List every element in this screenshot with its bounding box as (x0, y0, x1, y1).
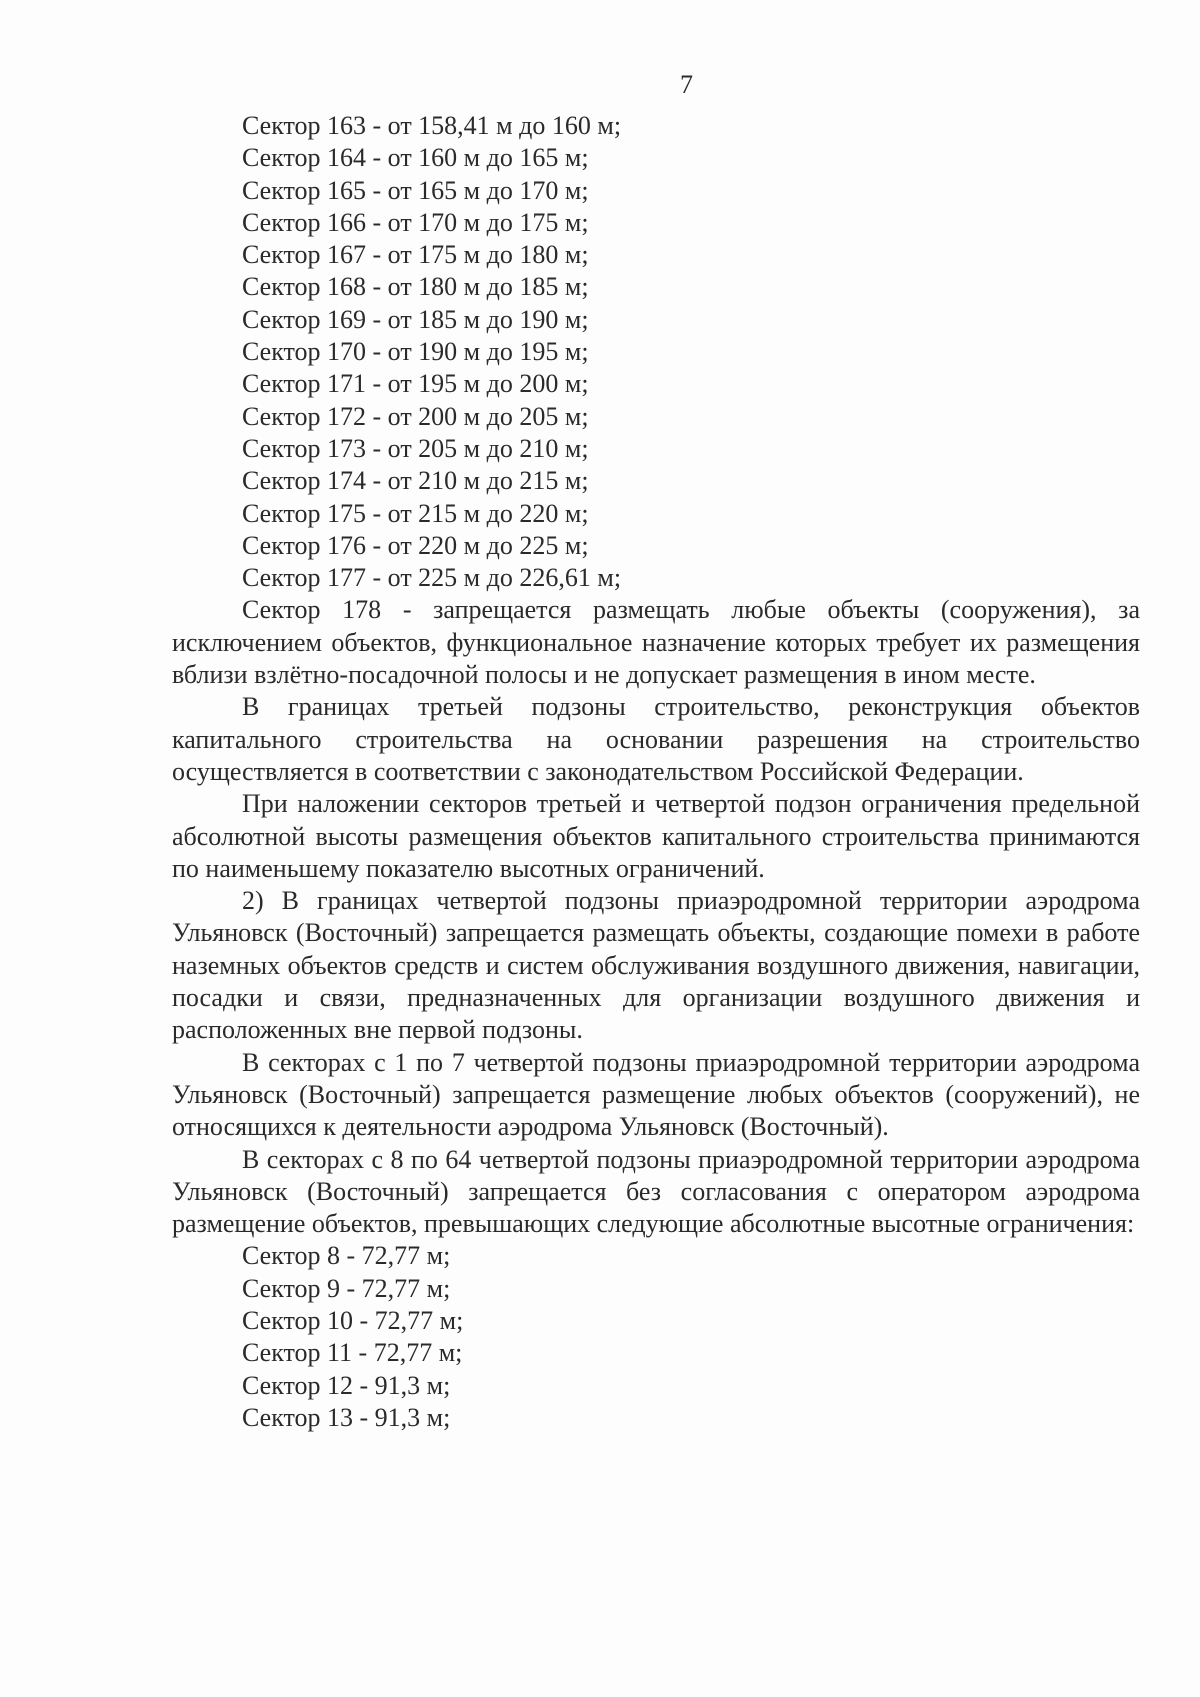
paragraph-sectors-1-7: В секторах с 1 по 7 четвертой подзоны приаэродромной территории аэродрома Ульяновск (Восточный) запрещается размещение любых объектов (сооружений), не относящихся к деятельности аэродрома Ульяновск (Восточный). (172, 1047, 1140, 1142)
sector-line: Сектор 171 - от 195 м до 200 м; (242, 369, 589, 399)
sector-line: Сектор 165 - от 165 м до 170 м; (242, 175, 589, 205)
document-body (172, 110, 1140, 1434)
sector-line: Сектор 10 - 72,77 м; (242, 1305, 464, 1335)
paragraph-fourth-subzone: 2) В границах четвертой подзоны приаэродромной территории аэродрома Ульяновск (Восточный) запрещается размещать объекты, создающие помехи в работе наземных объектов средств и систем обслуживания воздушного движения, навигации, посадки и связи, предназначенных для организации воздушного движения и расположенных вне первой подзоны. (172, 886, 1140, 1045)
sector-line: Сектор 163 - от 158,41 м до 160 м; (242, 111, 622, 140)
paragraph-sectors-8-64: В секторах с 8 по 64 четвертой подзоны приаэродромной территории аэродрома Ульяновск (Восточный) запрещается без согласования с оператором аэродрома размещение объектов, превышающих следующие абсолютные высотные ограничения: (172, 1144, 1140, 1239)
sector-line: Сектор 167 - от 175 м до 180 м; (242, 240, 589, 270)
sector-line: Сектор 13 - 91,3 м; (242, 1402, 451, 1432)
sector-line: Сектор 172 - от 200 м до 205 м; (242, 401, 589, 431)
sector-line: Сектор 169 - от 185 м до 190 м; (242, 304, 589, 334)
sector-line: Сектор 9 - 72,77 м; (242, 1273, 451, 1303)
sector-line: Сектор 168 - от 180 м до 185 м; (242, 272, 589, 302)
sector-line: Сектор 176 - от 220 м до 225 м; (242, 530, 589, 560)
paragraph-sector-178: Сектор 178 - запрещается размещать любые объекты (сооружения), за исключением объектов, функциональное назначение которых требует их размещения вблизи взлётно-посадочной полосы и не допускает размещения в ином месте. (172, 595, 1140, 690)
sector-line: Сектор 175 - от 215 м до 220 м; (242, 498, 589, 528)
sector-line: Сектор 11 - 72,77 м; (242, 1338, 463, 1368)
page-number: 7 (680, 70, 693, 99)
paragraph-overlap: При наложении секторов третьей и четвертой подзон ограничения предельной абсолютной высоты размещения объектов капитального строительства принимаются по наименьшему показателю высотных ограничений. (172, 789, 1140, 883)
sector-line: Сектор 8 - 72,77 м; (242, 1241, 451, 1271)
sector-line: Сектор 166 - от 170 м до 175 м; (242, 207, 589, 237)
sector-line: Сектор 12 - 91,3 м; (242, 1370, 451, 1400)
sector-line: Сектор 174 - от 210 м до 215 м; (242, 466, 589, 496)
sector-line: Сектор 173 - от 205 м до 210 м; (242, 433, 589, 463)
paragraph-third-subzone: В границах третьей подзоны строительство, реконструкция объектов капитального строительства на основании разрешения на строительство осуществляется в соответствии с законодательством Российской Федерации. (172, 692, 1140, 786)
sector-line: Сектор 177 - от 225 м до 226,61 м; (242, 563, 622, 593)
sector-line: Сектор 164 - от 160 м до 165 м; (242, 143, 589, 173)
sector-line: Сектор 170 - от 190 м до 195 м; (242, 337, 589, 367)
